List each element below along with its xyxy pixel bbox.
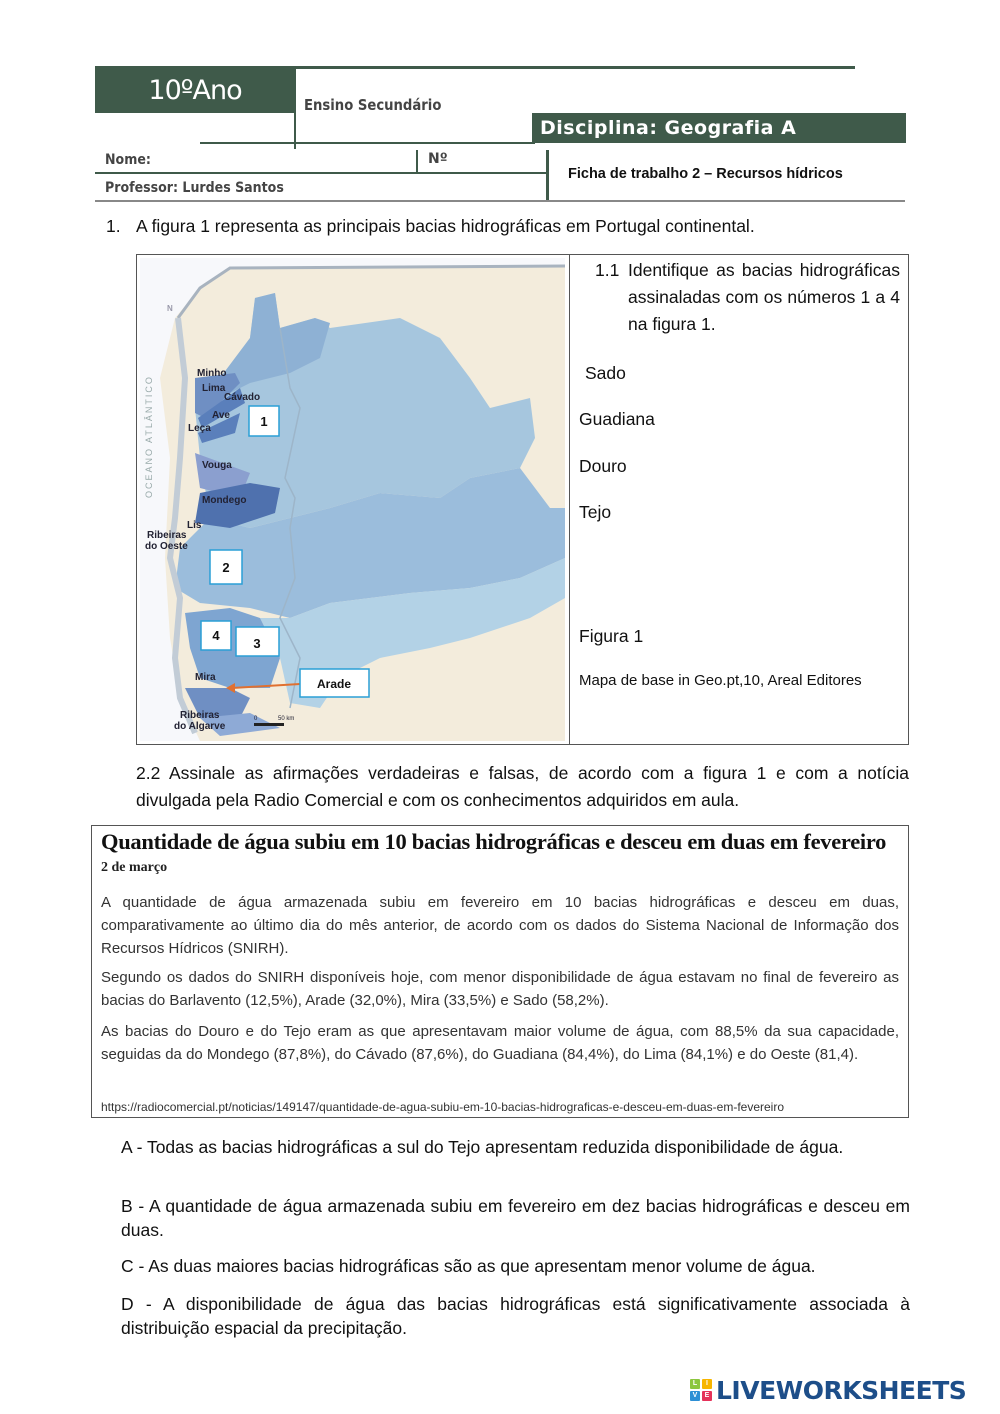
figure-source: Mapa de base in Geo.pt,10, Areal Editores xyxy=(579,672,862,689)
mondego-label: Mondego xyxy=(202,495,247,506)
river-basin-map xyxy=(140,258,565,741)
header-divider xyxy=(546,150,549,202)
school-year-badge: 10ºAno xyxy=(95,69,295,113)
marker-2-label: 2 xyxy=(222,560,230,575)
news-paragraph: Segundo os dados do SNIRH disponíveis hoje, com menor disponibilidade de água estavam no final de fevereiro as bacias do Barlavento (12,5%), Arade (32,0%), Mira (33,5%) e Sado (58,2%). xyxy=(101,969,899,1009)
ave-label: Ave xyxy=(212,410,230,421)
news-title: Quantidade de água subiu em 10 bacias hidrográficas e desceu em duas em fevereiro xyxy=(101,829,887,854)
figure-caption: Figura 1 xyxy=(579,626,644,646)
leca-label: Leça xyxy=(188,423,211,434)
subject-banner: Disciplina: Geografia A xyxy=(532,113,906,143)
arade-label: Arade xyxy=(316,677,352,691)
header-divider xyxy=(294,69,296,149)
question-1 xyxy=(106,216,755,237)
logo-letter: L xyxy=(690,1379,700,1389)
statement-c[interactable]: C - As duas maiores bacias hidrográficas são as que apresentam menor volume de água. xyxy=(121,1256,816,1276)
header-divider xyxy=(95,172,547,174)
ribeiras-algarve-label-2: do Algarve xyxy=(174,721,226,732)
scale-fifty: 50 km xyxy=(278,716,295,722)
north-arrow-label: N xyxy=(167,304,173,313)
ocean-label: OCEANO ATLÂNTICO xyxy=(144,375,154,498)
answer-option-douro[interactable]: Douro xyxy=(579,456,627,476)
marker-3-label: 3 xyxy=(253,636,261,651)
statement-a[interactable]: A - Todas as bacias hidrográficas a sul do Tejo apresentam reduzida disponibilidade de água. xyxy=(121,1137,844,1157)
cavado-label: Cávado xyxy=(224,392,261,403)
logo-letter: V xyxy=(690,1391,700,1401)
question-1-1 xyxy=(595,257,900,338)
news-paragraph: A quantidade de água armazenada subiu em fevereiro em 10 bacias hidrográficas e desceu em duas, comparativamente ao último dia do mês anterior, de acordo com os dados do Sistema Nacional de Informação dos Recursos Hídricos (SNIRH). xyxy=(101,894,899,957)
liveworksheets-logo xyxy=(690,1376,966,1404)
vouga-label: Vouga xyxy=(202,460,232,471)
header-divider xyxy=(200,142,535,144)
news-paragraph: As bacias do Douro e do Tejo eram as que apresentavam maior volume de água, com 88,5% da sua capacidade, seguidas da do Mondego (87,8%), do Cávado (87,6%), do Guadiana (84,4%), do Lima (84,1%) e do Oeste (81,4). xyxy=(101,1023,899,1063)
ribeiras-oeste-label-2: do Oeste xyxy=(145,541,188,552)
mira-label: Mira xyxy=(195,672,216,683)
name-field-label: Nome: xyxy=(105,152,151,168)
number-field-label: Nº xyxy=(428,151,448,167)
news-date: 2 de março xyxy=(101,860,168,875)
statement-b[interactable]: B - A quantidade de água armazenada subiu em fevereiro em dez bacias hidrográficas e desceu em duas. xyxy=(121,1196,910,1240)
answer-option-guadiana[interactable]: Guadiana xyxy=(579,409,655,429)
scale-bar xyxy=(254,723,284,726)
marker-4-label: 4 xyxy=(212,628,220,643)
education-level: Ensino Secundário xyxy=(304,96,442,114)
scale-zero: 0 xyxy=(254,716,258,722)
ribeiras-oeste-label-1: Ribeiras xyxy=(147,530,187,541)
logo-letter: E xyxy=(702,1391,712,1401)
statement-d[interactable]: D - A disponibilidade de água das bacias hidrográficas está significativamente associada à distribuição espacial da precipitação. xyxy=(121,1294,910,1338)
header-bottom-rule xyxy=(95,200,905,202)
figure-table-divider xyxy=(569,254,570,745)
question-number: 1. xyxy=(106,216,121,236)
marker-1-label: 1 xyxy=(260,414,268,429)
question-2-2: 2.2 Assinale as afirmações verdadeiras e falsas, de acordo com a figura 1 e com a notícia divulgada pela Radio Comercial e com os conhecimentos adquiridos em aula. xyxy=(136,763,909,810)
ribeiras-algarve-label-1: Ribeiras xyxy=(180,710,220,721)
question-text: A figura 1 representa as principais bacias hidrográficas em Portugal continental. xyxy=(136,216,755,236)
header-divider xyxy=(416,150,418,173)
logo-icon xyxy=(690,1379,712,1401)
answer-option-tejo[interactable]: Tejo xyxy=(579,502,612,522)
worksheet-title: Ficha de trabalho 2 – Recursos hídricos xyxy=(568,166,843,182)
news-source-link[interactable]: https://radiocomercial.pt/noticias/149147/quantidade-de-agua-subiu-em-10-bacias-hidrograficas-e-desceu-em-duas-em-fevereiro xyxy=(101,1100,785,1114)
answer-option-sado[interactable]: Sado xyxy=(585,363,626,383)
logo-letter: I xyxy=(702,1379,712,1389)
question-text: Identifique as bacias hidrográficas assinaladas com os números 1 a 4 na figura 1. xyxy=(628,260,900,334)
lis-label: Lis xyxy=(187,520,202,531)
minho-label: Minho xyxy=(197,368,227,379)
teacher-name: Professor: Lurdes Santos xyxy=(105,180,284,196)
logo-text: LIVEWORKSHEETS xyxy=(716,1375,967,1405)
lima-label: Lima xyxy=(202,383,226,394)
question-number: 1.1 xyxy=(595,260,620,280)
